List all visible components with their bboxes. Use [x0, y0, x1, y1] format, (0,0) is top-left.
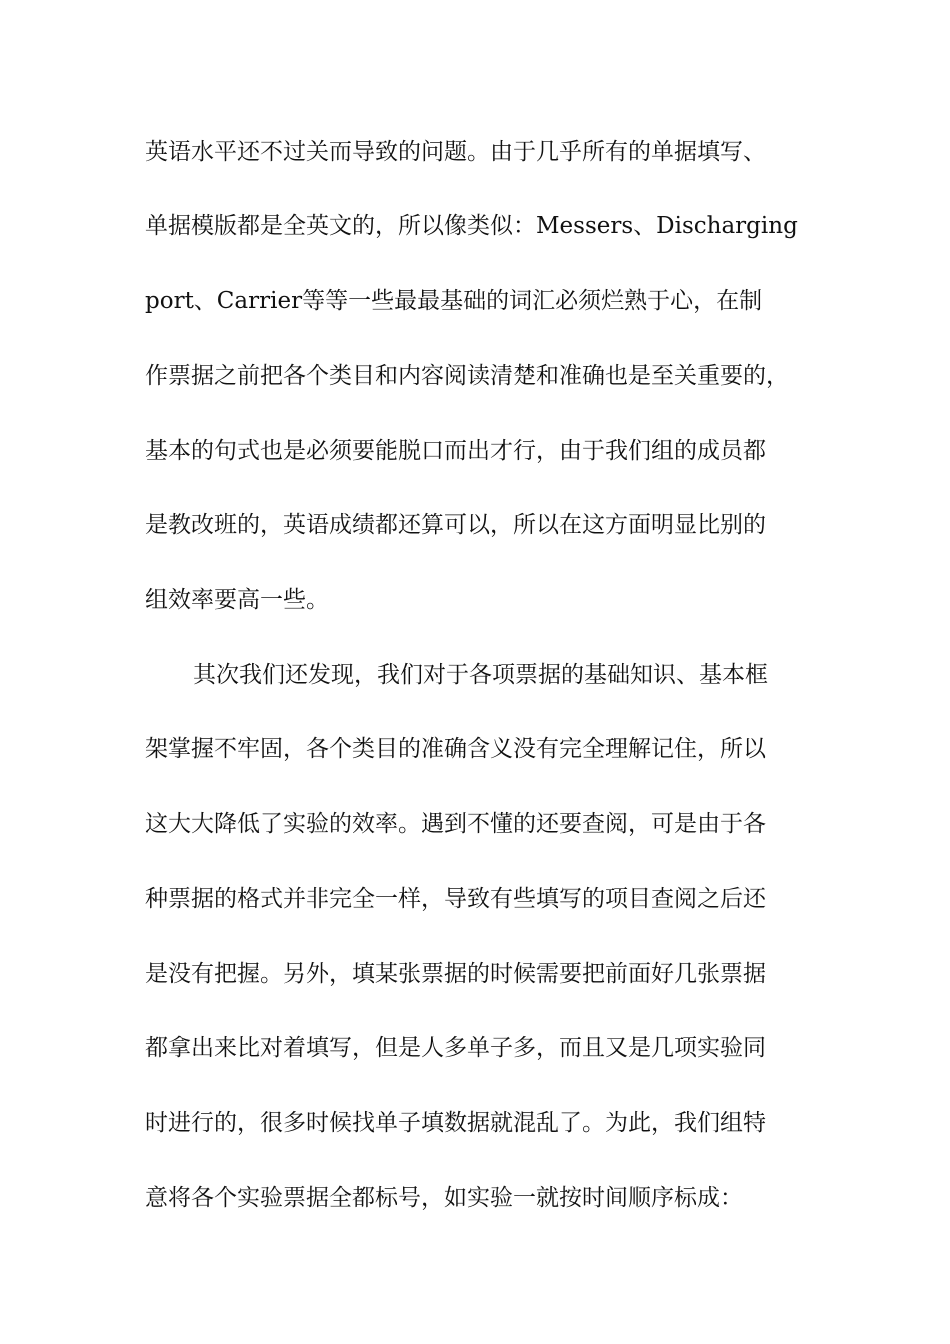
- text-line: 种票据的格式并非完全一样，导致有些填写的项目查阅之后还: [145, 886, 766, 912]
- text-line: 是没有把握。另外，填某张票据的时候需要把前面好几张票据: [145, 961, 766, 987]
- text-line: 都拿出来比对着填写，但是人多单子多，而且又是几项实验同: [145, 1035, 766, 1061]
- text-line: 意将各个实验票据全都标号，如实验一就按时间顺序标成：: [145, 1185, 743, 1211]
- text-line: port、Carrier等等一些最最基础的词汇必须烂熟于心，在制: [145, 288, 763, 314]
- paragraph-first-line: 其次我们还发现，我们对于各项票据的基础知识、基本框: [193, 662, 768, 688]
- text-line: 是教改班的，英语成绩都还算可以，所以在这方面明显比别的: [145, 512, 766, 538]
- text-line: 时进行的，很多时候找单子填数据就混乱了。为此，我们组特: [145, 1110, 766, 1136]
- text-line: 英语水平还不过关而导致的问题。由于几乎所有的单据填写、: [145, 139, 766, 165]
- text-line: 单据模版都是全英文的，所以像类似：Messers、Discharging: [145, 213, 798, 239]
- text-line: 作票据之前把各个类目和内容阅读清楚和准确也是至关重要的，: [145, 363, 789, 389]
- text-line: 架掌握不牢固，各个类目的准确含义没有完全理解记住，所以: [145, 736, 766, 762]
- text-line: 组效率要高一些。: [145, 587, 329, 613]
- text-line: 这大大降低了实验的效率。遇到不懂的还要查阅，可是由于各: [145, 811, 766, 837]
- text-line: 基本的句式也是必须要能脱口而出才行，由于我们组的成员都: [145, 438, 766, 464]
